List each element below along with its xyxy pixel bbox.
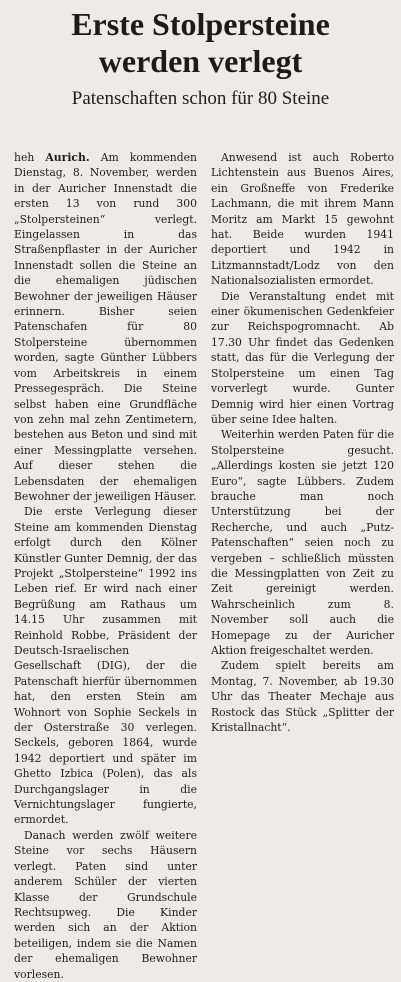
- column-right: [211, 150, 394, 982]
- paragraph-7: Zudem spielt bereits am Montag, 7. November, ab 19.30 Uhr das Theater Mechaje aus Rostock das Stück „Splitter der Kristallnacht“.: [211, 659, 394, 735]
- paragraph-2: Die erste Verlegung dieser Steine am kommenden Dienstag erfolgt durch den Kölner Künstler Gunter Demnig, der das Projekt „Stolpersteine“ 1992 ins Leben rief. Er wird nach einer Begrüßung am Rathaus um 14.15 Uhr zusammen mit Reinhold Robbe, Präsident der Deutsch-Israelischen Gesellschaft (DIG), der die Patenschaft hierfür übernommen hat, den ersten Stein am Wohnort von Sophie Seckels in der Osterstraße 30 verlegen. Seckels, geboren 1864, wurde 1942 deportiert und später im Ghetto Izbica (Polen), das als Durchgangslager in die Vernichtungslager fungierte, ermordet.: [14, 505, 197, 827]
- dateline-prefix: heh: [14, 151, 35, 164]
- paragraph-4: Anwesend ist auch Roberto Lichtenstein aus Buenos Aires, ein Großneffe von Frederike Lachmann, die mit ihrem Mann Moritz am Markt 15 gewohnt hat. Beide wurden 1941 deportiert und 1942 in Litzmannstadt/Lodz von den Nationalsozialisten ermordet.: [211, 151, 394, 288]
- article-body: [14, 150, 394, 982]
- paragraph-5: Die Veranstaltung endet mit einer ökumenischen Gedenkfeier zur Reichspogromnacht. Ab 17.30 Uhr findet das Gedenken statt, das für die Verlegung der Stolpersteine um einen Tag vorverlegt wurde. Gunter Demnig wird hier einen Vortrag über seine Idee halten.: [211, 289, 394, 426]
- paragraph-1-text: Am kommenden Dienstag, 8. November, werden in der Auricher Innenstadt die ersten 13 von rund 300 „Stolpersteinen“ verlegt. Eingelassen in das Straßenpflaster in der Auricher Innenstadt sollen die Steine an die ehemaligen jüdischen Bewohner der jeweiligen Häuser erinnern. Bisher seien Patenschafen für 80 Stolpersteine übernommen worden, sagte Günther Lübbers vom Arbeitskreis in einem Pressegespräch. Die Steine selbst haben eine Grundfläche von zehn mal zehn Zentimetern, bestehen aus Beton und sind mit einer Messingplatte versehen. Auf dieser stehen die Lebensdaten der ehemaligen Bewohner der jeweiligen Häuser.: [14, 151, 197, 503]
- headline: [8, 6, 393, 80]
- paragraph-6: Weiterhin werden Paten für die Stolpersteine gesucht. „Allerdings kosten sie jetzt 120 Euro“, sagte Lübbers. Zudem brauche man noch Unterstützung bei der Recherche, und auch „Putz-Patenschaften“ seien noch zu vergeben – schließlich müssten die Messingplatten von Zeit zu Zeit gereinigt werden. Wahrscheinlich zum 8. November soll auch die Homepage zu der Auricher Aktion freigeschaltet werden.: [211, 428, 394, 657]
- subtitle: Patenschaften schon für 80 Steine: [71, 88, 330, 109]
- dateline-location: Aurich.: [45, 151, 90, 164]
- headline-line-2: werden verlegt: [98, 43, 303, 79]
- paragraph-1: [14, 150, 197, 504]
- column-left: [14, 150, 197, 982]
- headline-line-1: Erste Stolpersteine: [71, 6, 330, 42]
- paragraph-3: Danach werden zwölf weitere Steine vor sechs Häusern verlegt. Paten sind unter anderem Schüler der vierten Klasse der Grundschule Rechtsupweg. Die Kinder werden sich an der Aktion beteiligen, indem sie die Namen der ehemaligen Bewohner vorlesen.: [14, 828, 197, 981]
